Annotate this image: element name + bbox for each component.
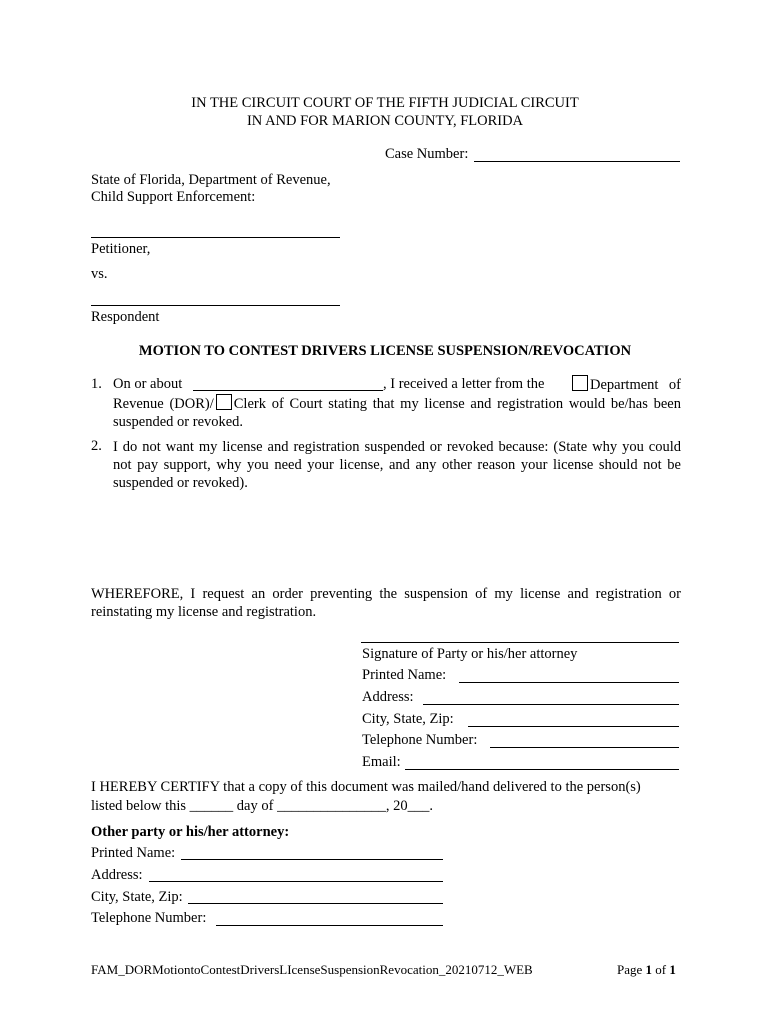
- sig-printed-name-field[interactable]: [459, 682, 679, 683]
- op-city-field[interactable]: [188, 903, 443, 904]
- page-total: 1: [669, 962, 676, 977]
- op-telephone-field[interactable]: [216, 925, 443, 926]
- signature-field[interactable]: [361, 642, 679, 643]
- case-number-label: Case Number:: [385, 146, 469, 162]
- page-current: 1: [645, 962, 653, 977]
- respondent-field[interactable]: [91, 305, 340, 306]
- petitioner-field[interactable]: [91, 237, 340, 238]
- vs-label: vs.: [91, 266, 108, 282]
- petitioner-name-line1: State of Florida, Department of Revenue,: [91, 172, 331, 188]
- signature-label: Signature of Party or his/her attorney: [362, 646, 578, 662]
- court-name-line2: IN AND FOR MARION COUNTY, FLORIDA: [246, 113, 524, 129]
- op-printed-name-label: Printed Name:: [91, 845, 176, 861]
- certify-line2[interactable]: listed below this ______ day of _______________, 20___.: [91, 798, 433, 814]
- sig-address-label: Address:: [362, 689, 414, 705]
- item1-dor-text: [113, 376, 681, 431]
- page-prefix: Page: [617, 962, 646, 977]
- item1-text-a: On or about: [113, 376, 183, 392]
- petitioner-name-line2: Child Support Enforcement:: [91, 189, 256, 205]
- op-telephone-label: Telephone Number:: [91, 910, 207, 926]
- op-city-label: City, State, Zip:: [91, 889, 183, 905]
- sig-email-label: Email:: [362, 754, 401, 770]
- page-of: of: [652, 962, 670, 977]
- sig-city-field[interactable]: [468, 726, 679, 727]
- sig-telephone-field[interactable]: [490, 747, 679, 748]
- op-printed-name-field[interactable]: [181, 859, 443, 860]
- item2-reason-area[interactable]: [113, 495, 681, 570]
- dor-option-label: Department of Revenue (DOR)/: [113, 377, 681, 412]
- op-address-label: Address:: [91, 867, 143, 883]
- sig-printed-name-label: Printed Name:: [362, 667, 447, 683]
- item1-number: 1.: [91, 376, 102, 392]
- petitioner-label: Petitioner,: [91, 241, 151, 257]
- item1-text-b: , I received a letter from the: [383, 376, 545, 392]
- sig-address-field[interactable]: [423, 704, 679, 705]
- footer-file-id: FAM_DORMotiontoContestDriversLIcenseSuspensionRevocation_20210712_WEB: [91, 962, 533, 977]
- footer-page-number: [617, 962, 676, 978]
- court-name-line1: IN THE CIRCUIT COURT OF THE FIFTH JUDICIAL CIRCUIT: [191, 95, 579, 111]
- respondent-label: Respondent: [91, 309, 160, 325]
- sig-email-field[interactable]: [405, 769, 679, 770]
- document-title: MOTION TO CONTEST DRIVERS LICENSE SUSPENSION/REVOCATION: [138, 343, 632, 359]
- sig-telephone-label: Telephone Number:: [362, 732, 478, 748]
- clerk-option-label: Clerk of Court stating that my license and registration would be/has been suspended or revoked.: [113, 396, 681, 430]
- case-number-field[interactable]: [474, 161, 680, 162]
- other-party-heading: Other party or his/her attorney:: [91, 824, 290, 840]
- wherefore-paragraph: WHEREFORE, I request an order preventing the suspension of my license and registration or reinstating my license and registration.: [91, 586, 681, 620]
- item2-number: 2.: [91, 438, 102, 454]
- op-address-field[interactable]: [149, 881, 443, 882]
- item2-text: I do not want my license and registration suspended or revoked because: (State why you could not pay support, why you need your license, and any other reason your license should not be suspended or revoked).: [113, 439, 681, 491]
- sig-city-label: City, State, Zip:: [362, 711, 454, 727]
- clerk-checkbox[interactable]: [216, 394, 232, 410]
- certify-line1: I HEREBY CERTIFY that a copy of this document was mailed/hand delivered to the person(s): [91, 779, 641, 795]
